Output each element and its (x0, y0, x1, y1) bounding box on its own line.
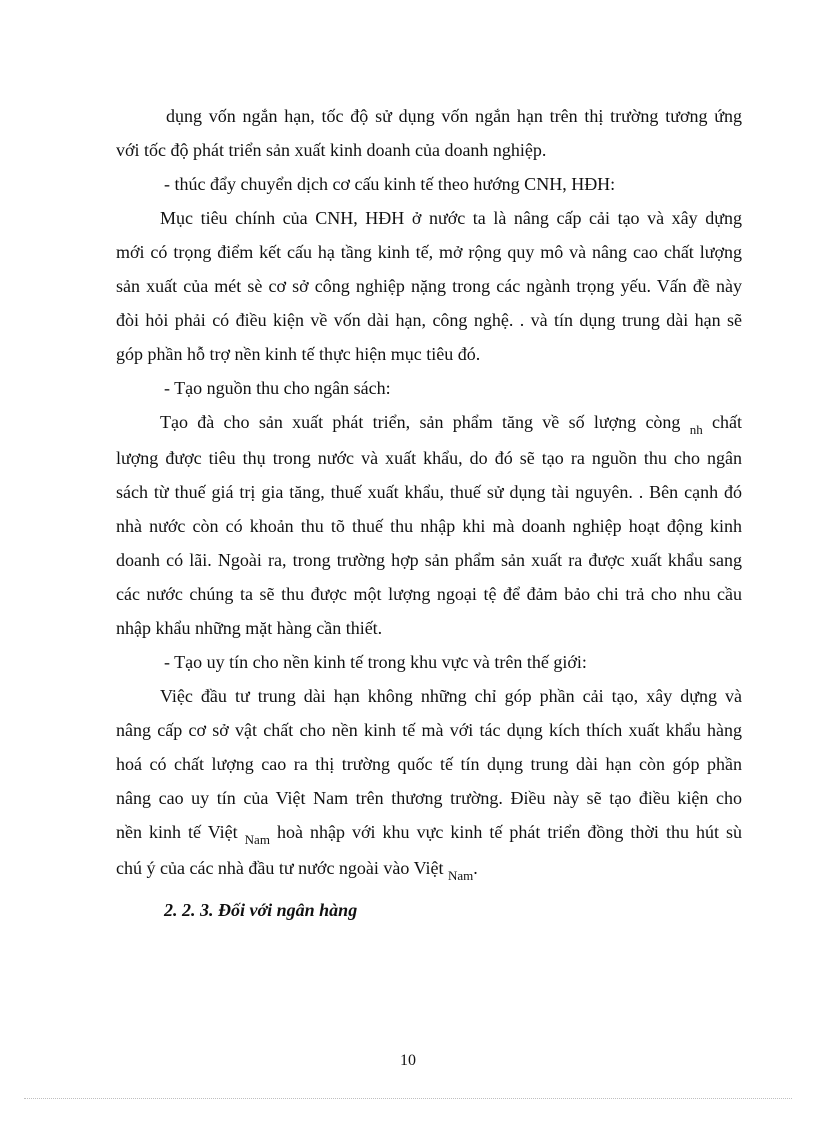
text-fragment: chú ý của các nhà đầu tư nước ngoài vào Việt (116, 858, 444, 878)
text-line: - thúc đẩy chuyển dịch cơ cấu kinh tế theo hướng CNH, HĐH: (164, 174, 616, 194)
text-line (116, 405, 742, 441)
paragraph-budget (116, 405, 742, 645)
text-fragment: nền kinh tế Việt (116, 822, 238, 842)
text-line (116, 851, 742, 887)
text-line (116, 815, 742, 851)
text-line: lượng được tiêu thụ trong nước và xuất khẩu, do đó sẽ tạo ra nguồn thu cho ngân (116, 448, 742, 468)
text-line: Mục tiêu chính của CNH, HĐH ở nước ta là nâng cấp cải tạo và xây dựng (160, 208, 742, 228)
text-line: nhà nước còn có khoản thu tõ thuế thu nhập khi mà doanh nghiệp hoạt động kinh (116, 516, 742, 536)
bullet-budget (116, 371, 742, 405)
text-line: đòi hỏi phải có điều kiện về vốn dài hạn, công nghệ. . và tín dụng trung dài hạn sẽ (116, 310, 742, 330)
bullet-restructure (116, 167, 742, 201)
subscript-fragment: nh (689, 422, 703, 437)
subscript-fragment: Nam (244, 832, 270, 847)
text-fragment: Tạo đà cho sản xuất phát triển, sản phẩm tăng về số lượng còng (160, 412, 681, 432)
text-line: góp phần hỗ trợ nền kinh tế thực hiện mục tiêu đó. (116, 344, 481, 364)
body-text (116, 99, 742, 927)
text-line: - Tạo nguồn thu cho ngân sách: (164, 378, 391, 398)
text-line: hoá có chất lượng cao ra thị trường quốc tế tín dụng trung dài hạn còn góp phần (116, 754, 742, 774)
section-heading: 2. 2. 3. Đối với ngân hàng (164, 900, 358, 920)
subscript-fragment: Nam (448, 868, 474, 883)
paragraph-continuation-2 (116, 133, 742, 167)
text-fragment: chất (712, 412, 743, 432)
text-line: nhập khẩu những mặt hàng cần thiết. (116, 618, 383, 638)
text-fragment: . (473, 858, 478, 878)
text-fragment: hoà nhập với khu vực kinh tế phát triển đồng thời thu hút sù (276, 822, 743, 842)
paragraph-reputation (116, 679, 742, 887)
page-number: 10 (400, 1052, 416, 1069)
footer-divider (24, 1098, 792, 1099)
text-line: Việc đầu tư trung dài hạn không những chỉ góp phần cải tạo, xây dựng và (160, 686, 742, 706)
paragraph-industrialization (116, 201, 742, 371)
text-line: - Tạo uy tín cho nền kinh tế trong khu vực và trên thế giới: (164, 652, 587, 672)
text-line: với tốc độ phát triển sản xuất kinh doanh của doanh nghiệp. (116, 140, 547, 160)
text-line: doanh có lãi. Ngoài ra, trong trường hợp sản phẩm sản xuất ra được xuất khẩu sang (116, 550, 742, 570)
text-line: dụng vốn ngắn hạn, tốc độ sử dụng vốn ngắn hạn trên thị trường tương ứng (166, 106, 742, 126)
text-line: sản xuất của mét sè cơ sở công nghiệp nặng trong các ngành trọng yếu. Vấn đề này (116, 276, 742, 296)
paragraph-continuation (116, 99, 742, 133)
text-line: nâng cấp cơ sở vật chất cho nền kinh tế mà với tác dụng kích thích xuất khẩu hàng (116, 720, 742, 740)
text-line: nâng cao uy tín của Việt Nam trên thương trường. Điều này sẽ tạo điều kiện cho (116, 788, 742, 808)
text-line: sách từ thuế giá trị gia tăng, thuế xuất khẩu, thuế sử dụng tài nguyên. . Bên cạnh đó (116, 482, 742, 502)
text-line: các nước chúng ta sẽ thu được một lượng ngoại tệ để đảm bảo chi trả cho nhu cầu (116, 584, 742, 604)
text-line: mới có trọng điểm kết cấu hạ tầng kinh tế, mở rộng quy mô và nâng cao chất lượng (116, 242, 742, 262)
bullet-reputation (116, 645, 742, 679)
